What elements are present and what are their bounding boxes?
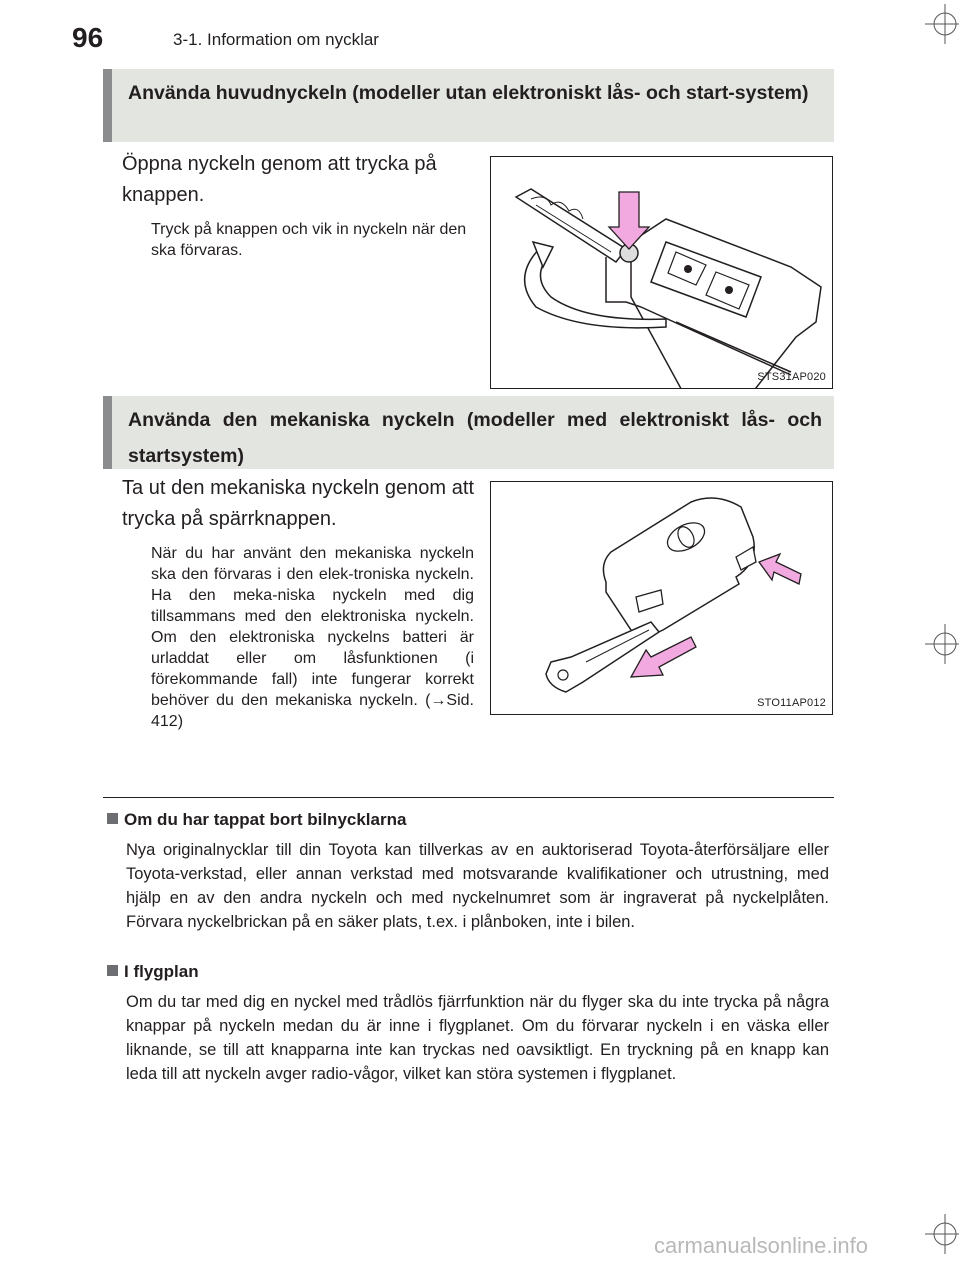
note-title: [107, 810, 406, 830]
square-bullet-icon: [107, 965, 118, 976]
section-banner: Använda huvudnyckeln (modeller utan elektroniskt lås- och start-system): [103, 69, 834, 142]
fold-key-illustration: [491, 157, 832, 388]
crop-mark-icon: [925, 1214, 959, 1254]
crop-mark-icon: [925, 624, 959, 664]
figure-mechanical-key: [490, 481, 833, 715]
note-title: [107, 962, 199, 982]
section-heading: 3-1. Information om nycklar: [173, 30, 379, 49]
figure-fold-key: [490, 156, 833, 389]
instruction-body: Tryck på knappen och vik in nyckeln när den ska förvaras.: [151, 221, 467, 259]
note-title-text: I flygplan: [124, 962, 199, 981]
note-body: Nya originalnycklar till din Toyota kan tillverkas av en auktoriserad Toyota-återförsäljare eller Toyota-verkstad, eller annan verkstad med motsvarande kvalifikationer och utrustning, med hjälp en av den andra nyckeln och med nyckelnumret som är ingraverat på nyckelplåten. Förvara nyckelbrickan på en säker plats, t.ex. i plånboken, inte i bilen.: [126, 841, 829, 931]
instruction-lead: Öppna nyckeln genom att trycka på knappen.: [122, 153, 437, 206]
mechanical-key-illustration: [491, 482, 832, 714]
page-number: 96: [72, 22, 104, 53]
note-body: Om du tar med dig en nyckel med trådlös fjärrfunktion när du flyger ska du inte trycka på några knappar på nyckeln medan du är inne i flygplanet. Om du förvarar nyckeln i en väska eller liknande, se till att knapparna inte kan tryckas ned oavsiktligt. En tryckning på en knapp kan leda till att nyckeln avger radio-vågor, vilket kan störa systemen i flygplanet.: [126, 993, 829, 1083]
section-divider: [103, 797, 834, 798]
watermark: carmanualsonline.info: [653, 1233, 868, 1258]
square-bullet-icon: [107, 813, 118, 824]
crop-mark-icon: [925, 4, 959, 44]
instruction-body: När du har använt den mekaniska nyckeln ska den förvaras i den elek-troniska nyckeln. Ha den meka-niska nyckeln med dig tillsammans med den elektroniska nyckeln. Om den elektroniska nyckelns batteri är urladdat eller om låsfunktionen (i förekommande fall) inte fungerar korrekt behöver du den mekaniska nyckeln. (→Sid. 412): [151, 545, 474, 730]
figure-code: STO11AP012: [757, 697, 826, 709]
instruction-lead: Ta ut den mekaniska nyckeln genom att trycka på spärrknappen.: [122, 477, 474, 530]
figure-code: STS31AP020: [757, 371, 826, 383]
note-title-text: Om du har tappat bort bilnycklarna: [124, 810, 407, 829]
section-banner: Använda den mekaniska nyckeln (modeller med elektroniskt lås- och startsystem): [103, 396, 834, 469]
